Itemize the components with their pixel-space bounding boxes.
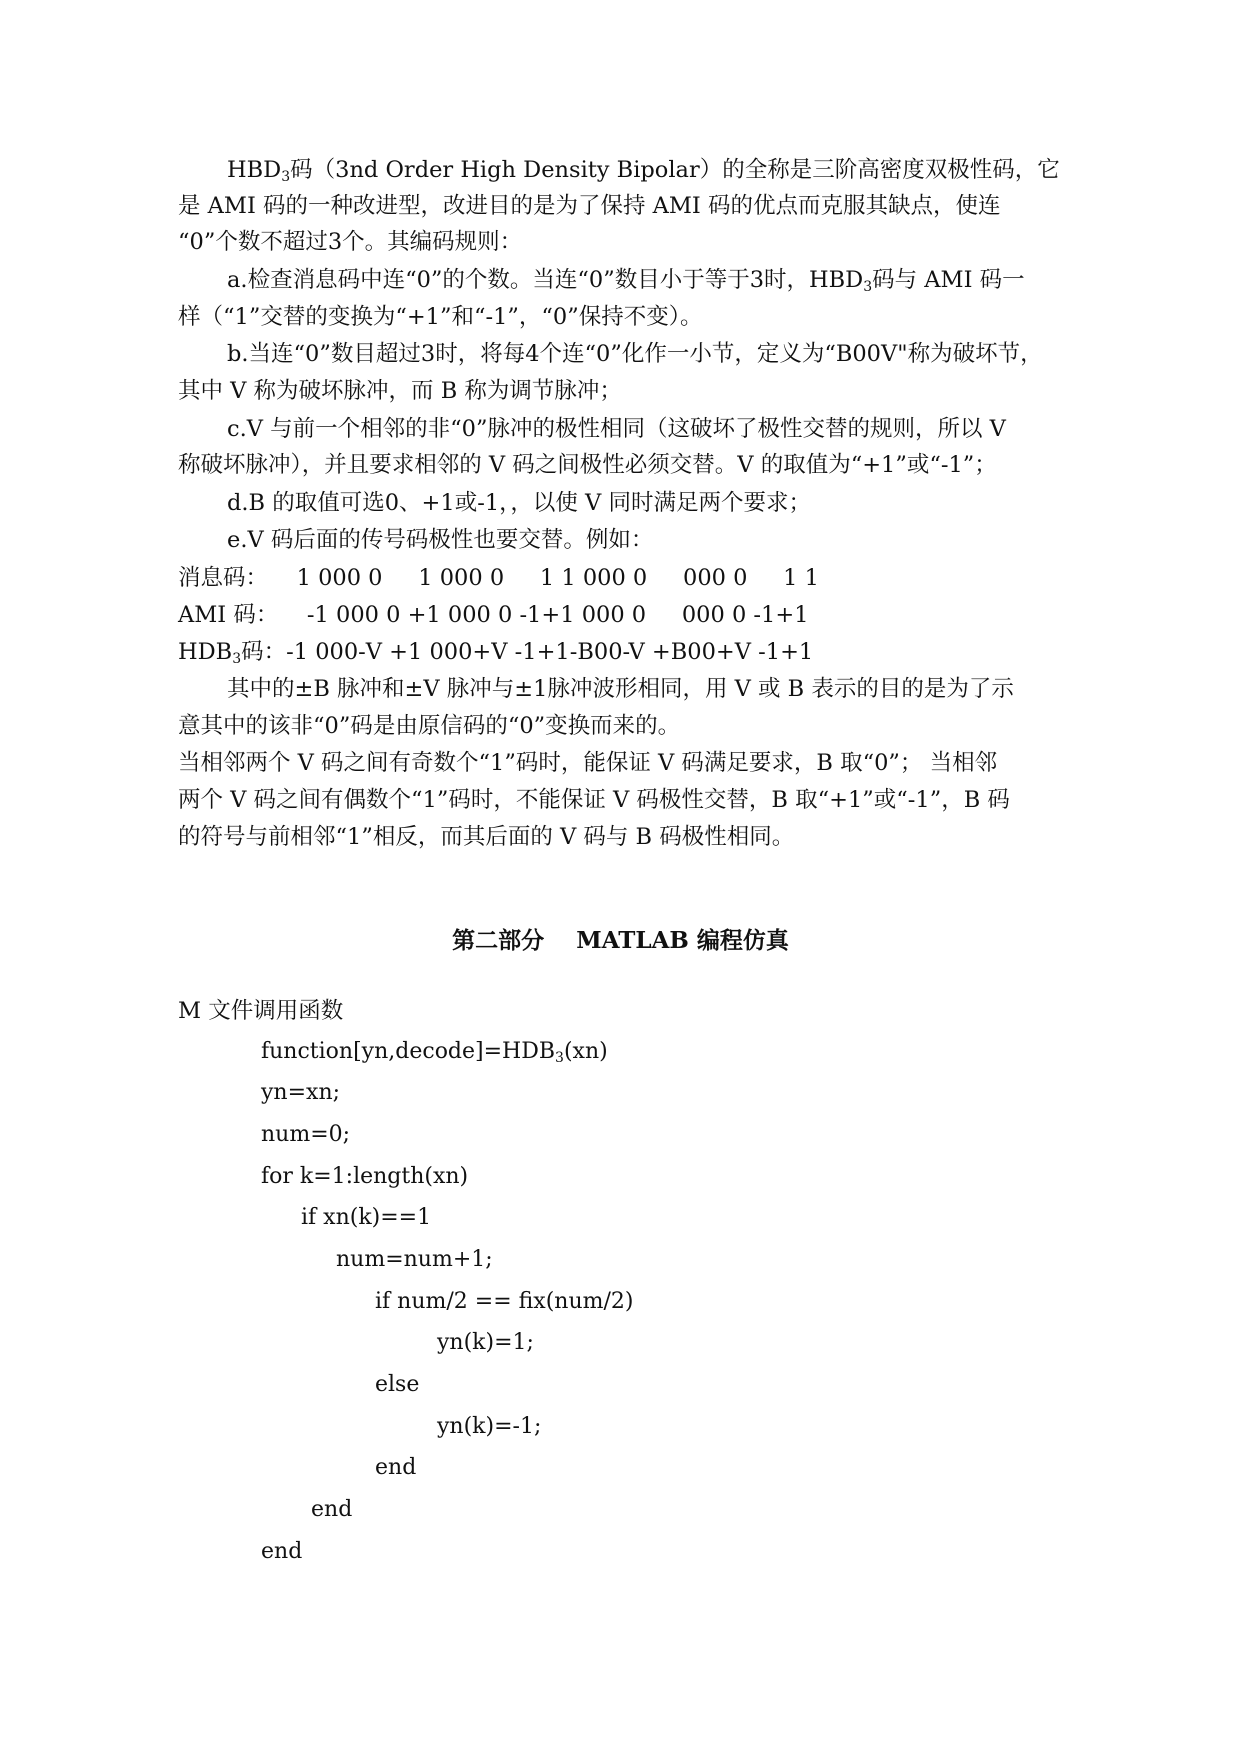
- subscript: 3: [863, 279, 873, 295]
- subscript: 3: [555, 1050, 564, 1066]
- text: 码：-1 000-V +1 000+V -1+1-B00-V +B00+V -1+1: [241, 639, 814, 665]
- paragraph-pulse-line-2: 意其中的该非“0”码是由原信码的“0”变换而来的。: [178, 713, 681, 739]
- code-line-1: [261, 1037, 608, 1073]
- code-line-3: num=0;: [261, 1122, 351, 1147]
- rule-a-line-2: 样（“1”交替的变换为“+1”和“-1”，“0”保持不变）。: [178, 304, 703, 330]
- code-line-12: end: [311, 1497, 353, 1522]
- rule-d-line: d.B 的取值可选0、+1或-1，，以使 V 同时满足两个要求；: [227, 490, 811, 516]
- code-line-8: yn(k)=1;: [437, 1330, 534, 1355]
- code-line-6: num=num+1;: [336, 1247, 493, 1272]
- code-line-5: if xn(k)==1: [301, 1205, 432, 1230]
- paragraph-b-rule-line-1: 当相邻两个 V 码之间有奇数个“1”码时，能保证 V 码满足要求，B 取“0”； 当相邻: [178, 750, 998, 776]
- text: HDB: [178, 639, 233, 665]
- rule-c-line-1: c.V 与前一个相邻的非“0”脉冲的极性相同（这破坏了极性交替的规则，所以 V: [227, 416, 1006, 442]
- example-message-code: 消息码： 1 000 0 1 000 0 1 1 000 0 000 0 1 1: [178, 565, 819, 591]
- code-line-13: end: [261, 1539, 303, 1564]
- paragraph-hbd3-intro-line-3: “0”个数不超过3个。其编码规则：: [178, 229, 523, 255]
- text: HBD: [227, 157, 282, 183]
- text: 码（3nd Order High Density Bipolar）的全称是三阶高密度双极性码，它: [290, 157, 1060, 183]
- section-heading: 第二部分 MATLAB 编程仿真: [452, 927, 789, 954]
- code-line-9: else: [375, 1372, 420, 1397]
- text: (xn): [563, 1039, 608, 1064]
- example-ami-code: AMI 码： -1 000 0 +1 000 0 -1+1 000 0 000 0 -1+1: [178, 602, 809, 628]
- rule-a-line-1: [227, 265, 1025, 302]
- code-caption: M 文件调用函数: [178, 998, 344, 1024]
- rule-b-line-1: b.当连“0”数目超过3时，将每4个连“0”化作一小节，定义为“B00V"称为破坏节，: [227, 341, 1043, 367]
- text: 码与 AMI 码一: [872, 267, 1025, 293]
- code-line-4: for k=1:length(xn): [261, 1164, 469, 1189]
- code-line-10: yn(k)=-1;: [437, 1414, 542, 1439]
- paragraph-b-rule-line-2: 两个 V 码之间有偶数个“1”码时，不能保证 V 码极性交替，B 取“+1”或“-1”，B 码: [178, 787, 1010, 813]
- paragraph-hbd3-intro-line-2: 是 AMI 码的一种改进型，改进目的是为了保持 AMI 码的优点而克服其缺点，使连: [178, 193, 1001, 219]
- subscript: 3: [232, 651, 242, 667]
- code-line-11: end: [375, 1455, 417, 1480]
- subscript: 3: [281, 169, 291, 185]
- paragraph-hbd3-intro-line-1: [227, 155, 1060, 192]
- text: function[yn,decode]=HDB: [261, 1039, 556, 1064]
- code-line-7: if num/2 == fix(num/2): [375, 1289, 634, 1314]
- code-line-2: yn=xn;: [261, 1080, 341, 1105]
- text: a.检查消息码中连“0”的个数。当连“0”数目小于等于3时，HBD: [227, 267, 864, 293]
- rule-c-line-2: 称破坏脉冲），并且要求相邻的 V 码之间极性必须交替。V 的取值为“+1”或“-1”；: [178, 452, 997, 478]
- paragraph-pulse-line-1: 其中的±B 脉冲和±V 脉冲与±1脉冲波形相同，用 V 或 B 表示的目的是为了示: [227, 676, 1014, 702]
- paragraph-b-rule-line-3: 的符号与前相邻“1”相反，而其后面的 V 码与 B 码极性相同。: [178, 824, 795, 850]
- rule-e-line: e.V 码后面的传号码极性也要交替。例如：: [227, 527, 654, 553]
- rule-b-line-2: 其中 V 称为破坏脉冲，而 B 称为调节脉冲；: [178, 378, 622, 404]
- example-hdb3-code: [178, 637, 813, 674]
